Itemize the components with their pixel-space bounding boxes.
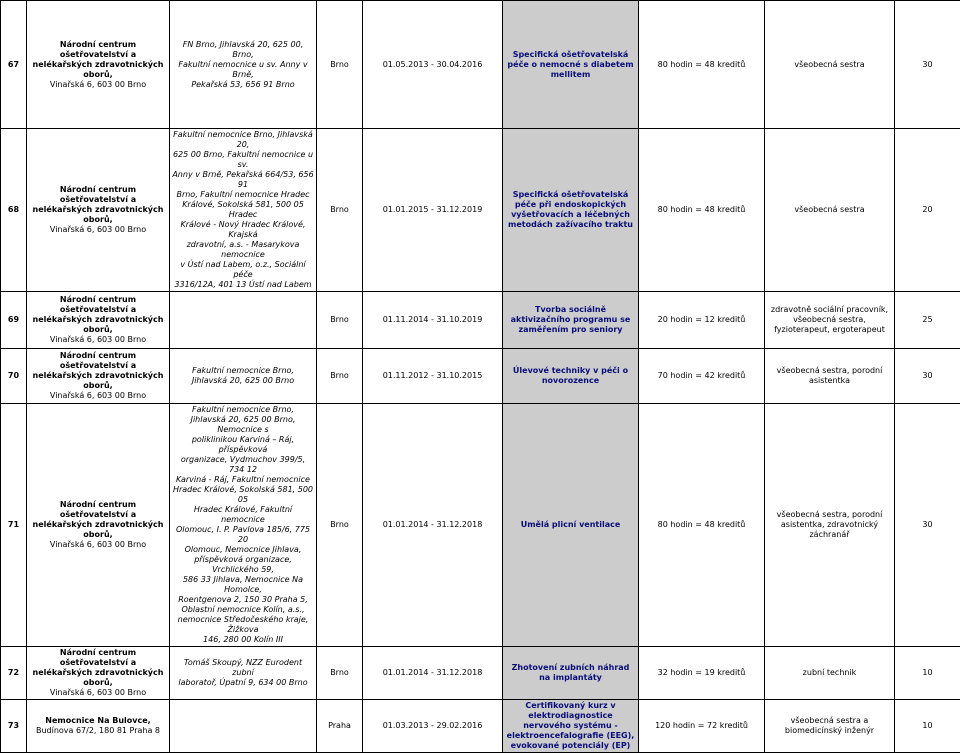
training-place-line: Tomáš Skoupý, NZZ Eurodent zubní [172,658,314,678]
training-place-line: Fakultní nemocnice Brno, Jihlavská 20, [172,130,314,150]
hours-credits-cell: 120 hodin = 72 kreditů [639,700,765,753]
validity-period-cell: 01.11.2012 - 31.10.2015 [363,349,503,404]
profession-cell: všeobecná sestra [765,129,895,292]
training-place-cell [170,647,317,700]
training-place-line: zdravotní, a.s. - Masarykova nemocnice [172,240,314,260]
training-place-line: 625 00 Brno, Fakultní nemocnice u sv. [172,150,314,170]
training-place-line: laboratoř, Úpatní 9, 634 00 Brno [172,678,314,688]
capacity-cell: 10 [895,647,960,700]
table-row [1,647,960,700]
capacity-cell: 30 [895,349,960,404]
city-cell: Brno [317,647,363,700]
profession-cell: všeobecná sestra [765,1,895,129]
organization-address: Vinařská 6, 603 00 Brno [29,335,167,345]
training-place-line: Brno, Fakultní nemocnice Hradec [172,190,314,200]
profession-cell: všeobecná sestra, porodní asistentka, zdravotnický záchranář [765,404,895,647]
city-cell: Brno [317,129,363,292]
organization-address: Vinařská 6, 603 00 Brno [29,80,167,90]
profession-cell: všeobecná sestra a biomedicínský inženýr [765,700,895,753]
organization-cell [27,700,170,753]
training-place-line: 3316/12A, 401 13 Ústí nad Labem [172,280,314,290]
course-name-cell: Certifikovaný kurz v elektrodiagnostice nervového systému - elektroencefalografie (EEG), evokované potenciály (EP) [503,700,639,753]
training-place-cell [170,292,317,349]
validity-period-cell: 01.05.2013 - 30.04.2016 [363,1,503,129]
organization-cell [27,404,170,647]
course-name-cell: Specifická ošetřovatelská péče o nemocné s diabetem mellitem [503,1,639,129]
training-place-cell [170,129,317,292]
validity-period-cell: 01.11.2014 - 31.10.2019 [363,292,503,349]
training-place-line: Karviná - Ráj, Fakultní nemocnice [172,475,314,485]
validity-period-cell: 01.01.2014 - 31.12.2018 [363,404,503,647]
validity-period-cell: 01.01.2014 - 31.12.2018 [363,647,503,700]
organization-name: Národní centrum ošetřovatelství a [29,500,167,520]
course-name-cell: Umělá plicní ventilace [503,404,639,647]
organization-address: Budínova 67/2, 180 81 Praha 8 [29,726,167,736]
training-place-line: Králové - Nový Hradec Králové, Krajská [172,220,314,240]
row-number: 71 [1,404,27,647]
hours-credits-cell: 80 hodin = 48 kreditů [639,1,765,129]
table-row [1,404,960,647]
table-row [1,349,960,404]
table-row [1,700,960,753]
hours-credits-cell: 70 hodin = 42 kreditů [639,349,765,404]
organization-name-cont: nelékařských zdravotnických oborů, [29,315,167,335]
row-number: 69 [1,292,27,349]
organization-address: Vinařská 6, 603 00 Brno [29,391,167,401]
course-name-cell: Úlevové techniky v péči o novorozence [503,349,639,404]
training-place-line: 586 33 Jihlava, Nemocnice Na Homolce, [172,575,314,595]
profession-cell: zubní technik [765,647,895,700]
organization-name: Národní centrum ošetřovatelství a [29,40,167,60]
capacity-cell: 10 [895,700,960,753]
organization-name: Nemocnice Na Bulovce, [29,716,167,726]
city-cell: Praha [317,700,363,753]
training-place-line: Olomouc, Nemocnice Jihlava, [172,545,314,555]
training-place-line: v Ústí nad Labem, o.z., Sociální péče [172,260,314,280]
organization-name-cont: nelékařských zdravotnických oborů, [29,520,167,540]
training-place-line: Králové, Sokolská 581, 500 05 Hradec [172,200,314,220]
hours-credits-cell: 80 hodin = 48 kreditů [639,129,765,292]
hours-credits-cell: 80 hodin = 48 kreditů [639,404,765,647]
row-number: 70 [1,349,27,404]
training-place-line: Anny v Brně, Pekařská 664/53, 656 91 [172,170,314,190]
validity-period-cell: 01.01.2015 - 31.12.2019 [363,129,503,292]
row-number: 68 [1,129,27,292]
profession-cell: všeobecná sestra, porodní asistentka [765,349,895,404]
table-row [1,292,960,349]
organization-name-cont: nelékařských zdravotnických oborů, [29,668,167,688]
training-place-line: nemocnice Středočeského kraje, Žižkova [172,615,314,635]
organization-name: Národní centrum ošetřovatelství a [29,648,167,668]
course-name-cell: Tvorba sociálně aktivizačního programu se zaměřením pro seniory [503,292,639,349]
hours-credits-cell: 20 hodin = 12 kreditů [639,292,765,349]
training-place-line: Jihlavská 20, 625 00 Brno [172,376,314,386]
organization-name: Národní centrum ošetřovatelství a [29,295,167,315]
capacity-cell: 20 [895,129,960,292]
training-place-line: Hradec Králové, Sokolská 581, 500 05 [172,485,314,505]
organization-cell [27,129,170,292]
hours-credits-cell: 32 hodin = 19 kreditů [639,647,765,700]
organization-cell [27,1,170,129]
training-place-line: Olomouc, I. P. Pavlova 185/6, 775 20 [172,525,314,545]
training-place-cell [170,349,317,404]
city-cell: Brno [317,404,363,647]
training-place-line: FN Brno, Jihlavská 20, 625 00, Brno, [172,40,314,60]
training-place-line: 146, 280 00 Kolín III [172,635,314,645]
organization-cell [27,647,170,700]
capacity-cell: 30 [895,1,960,129]
row-number: 72 [1,647,27,700]
table-row [1,1,960,129]
training-place-line: Fakultní nemocnice Brno, [172,405,314,415]
organization-address: Vinařská 6, 603 00 Brno [29,688,167,698]
table-row [1,129,960,292]
organization-name-cont: nelékařských zdravotnických oborů, [29,60,167,80]
training-place-line: Oblastní nemocnice Kolín, a.s., [172,605,314,615]
training-place-line: příspěvková organizace, Vrchlického 59, [172,555,314,575]
organization-name-cont: nelékařských zdravotnických oborů, [29,371,167,391]
training-place-line: Roentgenova 2, 150 30 Praha 5, [172,595,314,605]
training-place-line: Fakultní nemocnice Brno, [172,366,314,376]
organization-cell [27,292,170,349]
training-place-cell [170,1,317,129]
organization-address: Vinařská 6, 603 00 Brno [29,540,167,550]
training-place-line: Jihlavská 20, 625 00 Brno, Nemocnice s [172,415,314,435]
organization-address: Vinařská 6, 603 00 Brno [29,225,167,235]
course-name-cell: Specifická ošetřovatelská péče při endoskopických vyšetřovacích a léčebných metodách zažívacího traktu [503,129,639,292]
training-place-line: poliklinikou Karviná – Ráj, příspěvková [172,435,314,455]
capacity-cell: 30 [895,404,960,647]
organization-name: Národní centrum ošetřovatelství a [29,351,167,371]
training-place-line: Pekařská 53, 656 91 Brno [172,80,314,90]
training-place-cell [170,404,317,647]
course-name-cell: Zhotovení zubních náhrad na implantáty [503,647,639,700]
training-place-cell [170,700,317,753]
city-cell: Brno [317,349,363,404]
validity-period-cell: 01.03.2013 - 29.02.2016 [363,700,503,753]
organization-name-cont: nelékařských zdravotnických oborů, [29,205,167,225]
profession-cell: zdravotně sociální pracovník, všeobecná sestra, fyzioterapeut, ergoterapeut [765,292,895,349]
training-place-line: organizace, Vydmuchov 399/5, 734 12 [172,455,314,475]
row-number: 73 [1,700,27,753]
row-number: 67 [1,1,27,129]
city-cell: Brno [317,292,363,349]
capacity-cell: 25 [895,292,960,349]
organization-name: Národní centrum ošetřovatelství a [29,185,167,205]
city-cell: Brno [317,1,363,129]
organization-cell [27,349,170,404]
training-place-line: Fakultní nemocnice u sv. Anny v Brně, [172,60,314,80]
training-place-line: Hradec Králové, Fakultní nemocnice [172,505,314,525]
